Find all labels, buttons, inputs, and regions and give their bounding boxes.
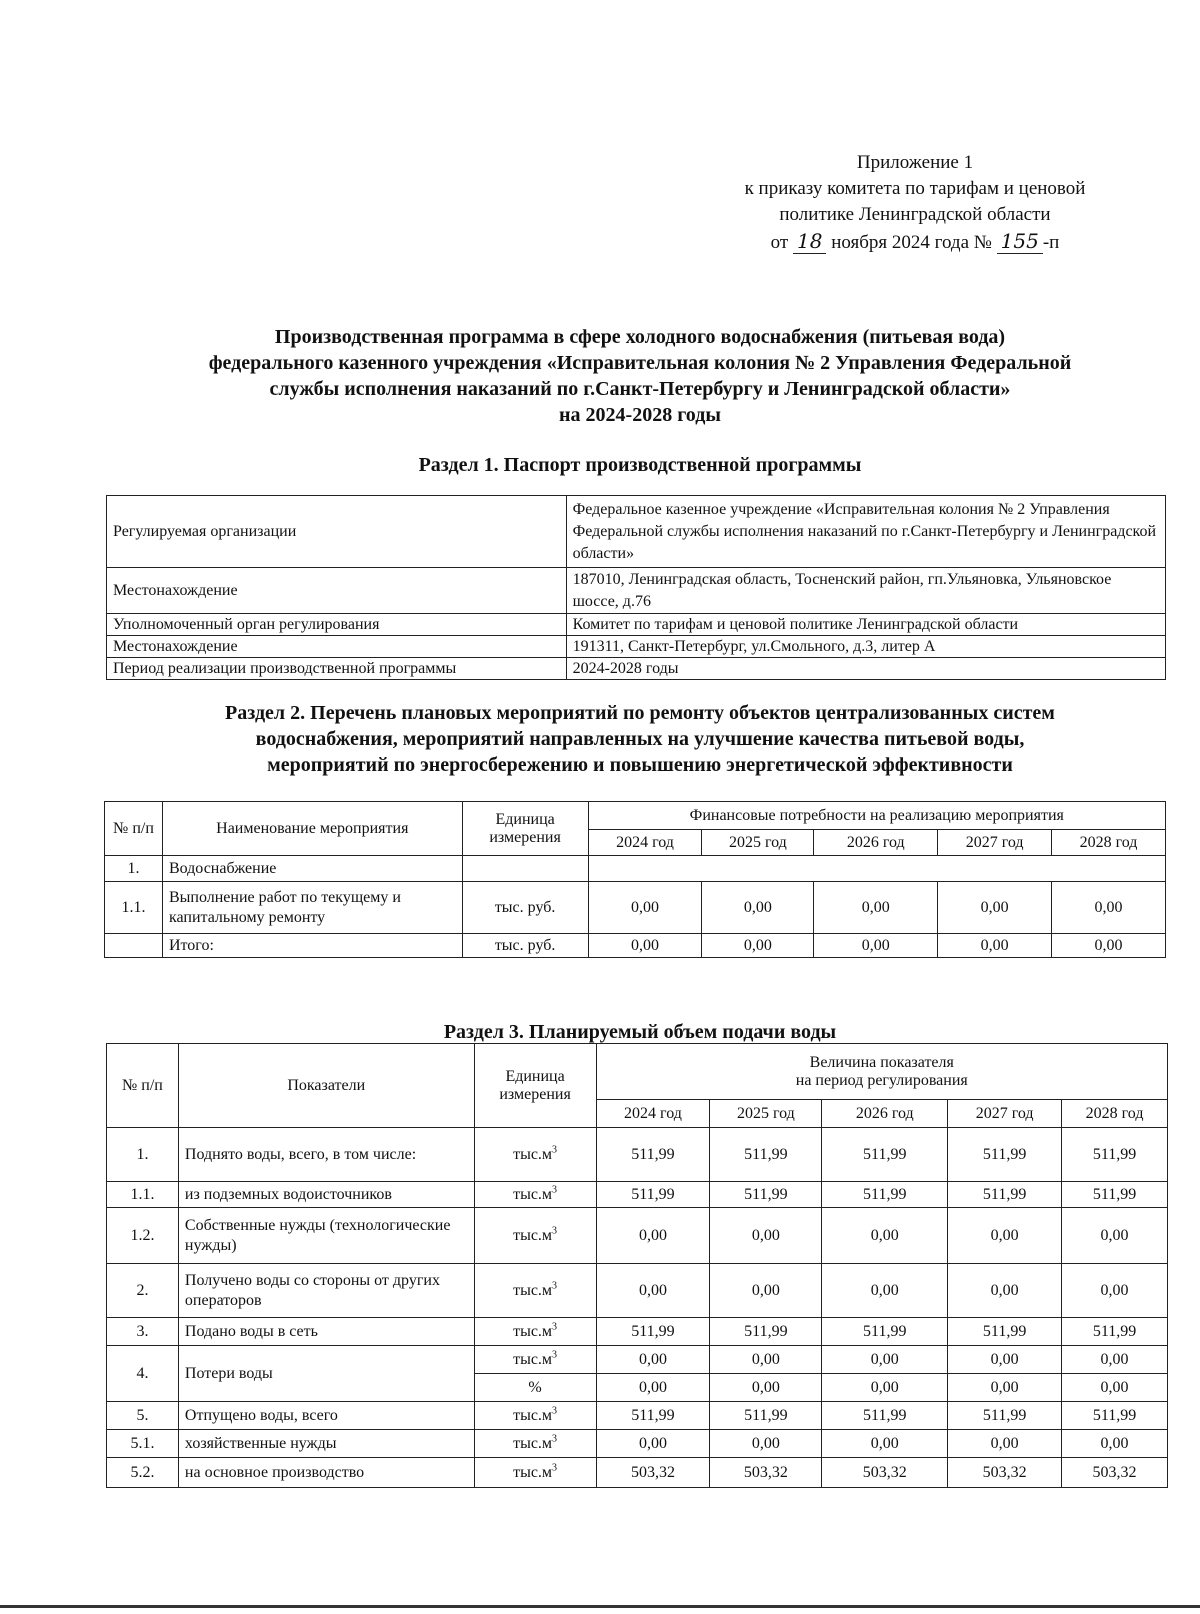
row-value: 503,32 [596,1458,710,1488]
passport-value: 187010, Ленинградская область, Тосненский район, гп.Ульяновка, Ульяновское шоссе, д.76 [566,568,1165,614]
row-unit: $тыс.м^3$ [474,1182,596,1208]
row-num: 5.2. [107,1458,179,1488]
row-value: 0,00 [938,934,1052,958]
row-value: 0,00 [710,1264,822,1318]
date-day: 18 [793,229,826,254]
table-row [107,1346,1168,1374]
row-value: 0,00 [822,1346,948,1374]
row-unit: $тыс.м^3$ [474,1264,596,1318]
col-year: 2025 год [702,830,814,856]
row-value: 0,00 [596,1346,710,1374]
col-year: 2026 год [814,830,938,856]
row-unit [462,856,588,882]
table-row [107,1208,1168,1264]
row-value: 511,99 [596,1402,710,1430]
appendix-line1: Приложение 1 [856,152,974,173]
col-year: 2028 год [1062,1100,1168,1128]
date-mid: ноября 2024 года № [831,232,992,253]
row-value: 511,99 [710,1318,822,1346]
water-supply-table [106,1043,1168,1488]
row-name: Подано воды в сеть [178,1318,474,1346]
row-num: 1.1. [107,1182,179,1208]
col-financial-needs: Финансовые потребности на реализацию мероприятия [588,802,1165,830]
row-value: 503,32 [1062,1458,1168,1488]
row-name: Водоснабжение [162,856,462,882]
row-value: 0,00 [596,1430,710,1458]
row-value: 0,00 [596,1208,710,1264]
section3-title: Раздел 3. Планируемый объем подачи воды [443,1021,837,1043]
row-value: 511,99 [1062,1318,1168,1346]
program-title-line2: федерального казенного учреждения «Исправительная колония № 2 Управления Федеральной [208,352,1072,374]
row-value: 0,00 [702,934,814,958]
row-value: 511,99 [948,1402,1062,1430]
program-title [120,324,1160,428]
col-year: 2026 год [822,1100,948,1128]
col-year: 2027 год [948,1100,1062,1128]
table-row [107,614,1166,636]
passport-value: Федеральное казенное учреждение «Исправительная колония № 2 Управления Федеральной службы исполнения наказаний по г.Санкт-Петербургу и Ленинградской области» [566,496,1165,568]
row-value: 511,99 [710,1402,822,1430]
order-suffix: -п [1042,232,1060,253]
row-name: Выполнение работ по текущему и капитальному ремонту [162,882,462,934]
row-unit: тыс. руб. [462,882,588,934]
row-value: 511,99 [710,1182,822,1208]
table-row [107,568,1166,614]
appendix-date-line [690,228,1140,256]
row-name: Поднято воды, всего, в том числе: [178,1128,474,1182]
row-value: 0,00 [596,1374,710,1402]
col-year: 2024 год [588,830,702,856]
row-value: 511,99 [822,1182,948,1208]
row-value: 511,99 [596,1128,710,1182]
row-value: 511,99 [596,1318,710,1346]
col-num: № п/п [107,1044,179,1128]
passport-label: Регулируемая организации [107,496,567,568]
row-value: 0,00 [1062,1374,1168,1402]
table-row [107,496,1166,568]
section1-title: Раздел 1. Паспорт производственной программы [418,454,862,476]
row-unit: $тыс.м^3$ [474,1128,596,1182]
col-activity-name: Наименование мероприятия [162,802,462,856]
section2-title [100,700,1180,778]
col-year: 2025 год [710,1100,822,1128]
row-value [588,856,1165,882]
row-value: 0,00 [822,1430,948,1458]
row-value: 0,00 [710,1346,822,1374]
row-unit: $тыс.м^3$ [474,1346,596,1374]
col-value-line1: Величина показателя [809,1053,954,1071]
passport-label: Уполномоченный орган регулирования [107,614,567,636]
row-value: 0,00 [710,1208,822,1264]
row-value: 511,99 [822,1128,948,1182]
row-value: 0,00 [588,934,702,958]
program-title-line1: Производственная программа в сфере холодного водоснабжения (питьевая вода) [274,326,1006,348]
row-num [105,934,163,958]
row-value: 0,00 [948,1208,1062,1264]
row-num: 5. [107,1402,179,1430]
row-unit: $тыс.м^3$ [474,1458,596,1488]
row-num: 4. [107,1346,179,1402]
table-row [105,856,1166,882]
row-name: Собственные нужды (технологические нужды) [178,1208,474,1264]
section2-title-line2: водоснабжения, мероприятий направленных на улучшение качества питьевой воды, [255,728,1025,750]
page-bottom-rule [0,1605,1200,1608]
table-header-row [105,802,1166,830]
row-num: 1. [107,1128,179,1182]
row-value: 0,00 [1052,882,1166,934]
row-value: 511,99 [822,1402,948,1430]
order-number: 155 [997,229,1043,254]
row-num: 5.1. [107,1430,179,1458]
row-num: 1.2. [107,1208,179,1264]
passport-label: Местонахождение [107,568,567,614]
row-unit: тыс. руб. [462,934,588,958]
row-name: Отпущено воды, всего [178,1402,474,1430]
row-value: 0,00 [702,882,814,934]
row-value: 0,00 [710,1374,822,1402]
appendix-header [690,150,1140,256]
table-row [105,882,1166,934]
col-unit: Единица измерения [462,802,588,856]
section2-title-line1: Раздел 2. Перечень плановых мероприятий по ремонту объектов централизованных систем [225,702,1055,724]
row-num: 2. [107,1264,179,1318]
row-unit: $тыс.м^3$ [474,1402,596,1430]
row-value: 0,00 [822,1374,948,1402]
row-num: 1.1. [105,882,163,934]
passport-label: Период реализации производственной программы [107,658,567,680]
row-value: 0,00 [710,1430,822,1458]
row-name: на основное производство [178,1458,474,1488]
row-value: 511,99 [710,1128,822,1182]
table-row [105,934,1166,958]
section2-title-line3: мероприятий по энергосбережению и повышению энергетической эффективности [267,754,1013,776]
row-unit: $тыс.м^3$ [474,1318,596,1346]
row-name: из подземных водоисточников [178,1182,474,1208]
col-value [596,1044,1167,1100]
row-unit: $тыс.м^3$ [474,1208,596,1264]
row-value: 0,00 [1062,1430,1168,1458]
row-value: 0,00 [596,1264,710,1318]
row-value: 0,00 [588,882,702,934]
passport-table [106,495,1166,680]
program-title-line3: службы исполнения наказаний по г.Санкт-Петербургу и Ленинградской области» [269,378,1011,400]
table-row [107,1458,1168,1488]
col-value-line2: на период регулирования [795,1071,968,1089]
appendix-line3: политике Ленинградской области [779,204,1051,225]
table-header-row [107,1044,1168,1100]
row-name: Получено воды со стороны от других операторов [178,1264,474,1318]
row-unit: $тыс.м^3$ [474,1430,596,1458]
row-value: 511,99 [948,1318,1062,1346]
row-value: 0,00 [1062,1208,1168,1264]
appendix-line2: к приказу комитета по тарифам и ценовой [744,178,1086,199]
table-row [107,658,1166,680]
col-year: 2028 год [1052,830,1166,856]
row-value: 0,00 [948,1374,1062,1402]
row-value: 0,00 [814,934,938,958]
row-value: 0,00 [948,1430,1062,1458]
table-row [107,1318,1168,1346]
row-value: 511,99 [948,1182,1062,1208]
table-row [107,1264,1168,1318]
row-value: 0,00 [822,1208,948,1264]
row-name: Итого: [162,934,462,958]
passport-label: Местонахождение [107,636,567,658]
col-num: № п/п [105,802,163,856]
row-value: 503,32 [710,1458,822,1488]
row-value: 0,00 [814,882,938,934]
row-name: хозяйственные нужды [178,1430,474,1458]
passport-value: 191311, Санкт-Петербург, ул.Смольного, д.3, литер А [566,636,1165,658]
row-value: 511,99 [1062,1182,1168,1208]
col-year: 2027 год [938,830,1052,856]
row-value: 0,00 [822,1264,948,1318]
program-title-line4: на 2024-2028 годы [559,404,721,426]
row-value: 511,99 [1062,1128,1168,1182]
row-value: 511,99 [596,1182,710,1208]
row-value: 511,99 [1062,1402,1168,1430]
table-row [107,1182,1168,1208]
table-row [107,1402,1168,1430]
activities-table [104,801,1166,958]
row-value: 503,32 [948,1458,1062,1488]
row-num: 1. [105,856,163,882]
row-value: 503,32 [822,1458,948,1488]
passport-value: Комитет по тарифам и ценовой политике Ленинградской области [566,614,1165,636]
table-row [107,1128,1168,1182]
row-value: 0,00 [1062,1264,1168,1318]
row-num: 3. [107,1318,179,1346]
row-value: 0,00 [948,1346,1062,1374]
col-unit: Единица измерения [474,1044,596,1128]
row-value: 0,00 [1052,934,1166,958]
row-name: Потери воды [178,1346,474,1402]
row-value: 0,00 [948,1264,1062,1318]
row-value: 0,00 [938,882,1052,934]
date-prefix: от [770,232,789,253]
row-value: 0,00 [1062,1346,1168,1374]
row-value: 511,99 [822,1318,948,1346]
table-row [107,1430,1168,1458]
col-year: 2024 год [596,1100,710,1128]
col-indicator: Показатели [178,1044,474,1128]
passport-value: 2024-2028 годы [566,658,1165,680]
table-row [107,636,1166,658]
row-unit: % [474,1374,596,1402]
row-value: 511,99 [948,1128,1062,1182]
